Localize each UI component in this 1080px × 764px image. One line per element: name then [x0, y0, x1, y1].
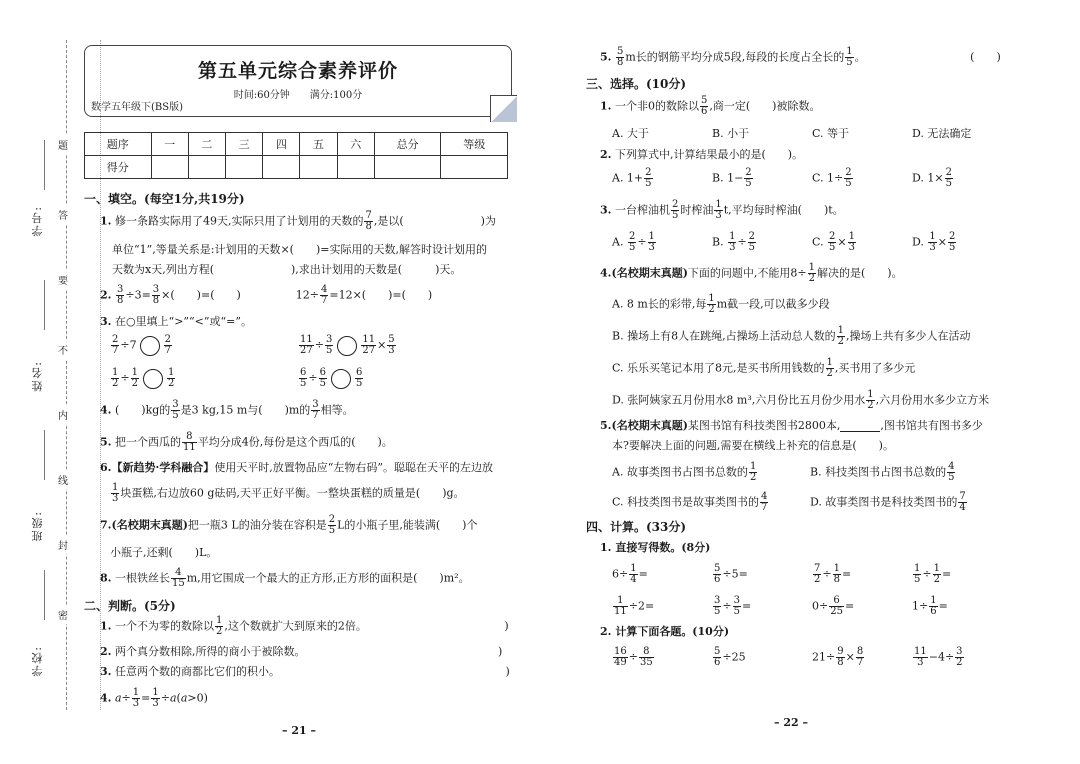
section-true-false: 二、判断。(5分) — [84, 599, 176, 613]
option[interactable]: A. 1+ $\frac{2}{5}$ — [612, 167, 652, 189]
question: 1. 一个不为零的数除以 $\frac{1}{2}$ ,这个数就扩大到原来的2倍。 ) — [100, 615, 509, 637]
score-cell: 总分 — [374, 133, 441, 156]
section-choice: 三、选择。(10分) — [586, 77, 687, 91]
question: 3. 一台榨油机 $\frac{2}{5}$ 时榨油 $\frac{1}{3}$ t,平均每时榨油( )t。 — [600, 199, 844, 221]
question: 3. 在○里填上“>”“<”或“=”。 — [100, 315, 252, 328]
question: 4. ( )kg的 $\frac{3}{5}$ 是3 kg,15 m与( )m的 $\frac{3}{7}$ 相等。 — [100, 399, 354, 421]
calc-item[interactable]: $\frac{1}{11}$ ÷2= — [614, 595, 655, 617]
seal-char: 要 — [58, 270, 68, 289]
score-cell: 等级 — [441, 133, 508, 156]
option[interactable]: D. 1× $\frac{2}{5}$ — [912, 167, 953, 189]
question: 4.(名校期末真题)下面的问题中,不能用8÷ $\frac{1}{2}$ 解决的是( )。 — [600, 262, 903, 284]
seal-char: 不 — [58, 340, 68, 359]
score-cell: 二 — [188, 133, 225, 156]
calc-item[interactable]: $\frac{7}{2}$ ÷ $\frac{1}{8}$ = — [814, 563, 852, 585]
calc-item[interactable]: $\frac{11}{3}$ −4÷ $\frac{3}{2}$ — [914, 646, 963, 668]
question-cont: 小瓶子,还剩( )L。 — [110, 546, 218, 559]
compare-circle[interactable] — [140, 336, 160, 356]
fill-line — [44, 280, 45, 330]
seal-char: 封 — [58, 535, 68, 554]
score-input[interactable] — [337, 156, 374, 179]
calc-item[interactable]: 21÷ $\frac{9}{8}$ × $\frac{8}{7}$ — [812, 646, 864, 668]
score-value-row — [85, 156, 508, 179]
option[interactable]: C. 1÷ $\frac{2}{5}$ — [812, 167, 852, 189]
option[interactable]: B. 操场上有8人在跳绳,占操场上活动总人数的 $\frac{1}{2}$ ,操场上共有多少人在活动 — [612, 325, 971, 347]
calc-item[interactable]: $\frac{1}{5}$ ÷ $\frac{1}{2}$ = — [914, 563, 952, 585]
option[interactable]: D. 张阿姨家五月份用水8 m³,六月份比五月份少用水 $\frac{1}{2}$ ,六月份用水多少立方米 — [612, 389, 990, 411]
option[interactable]: B. 1− $\frac{2}{5}$ — [712, 167, 752, 189]
question: 5.(名校期末真题)某图书馆有科技类图书2800本, ,图书馆共有图书多少 — [600, 419, 983, 432]
question: 6.【新趋势·学科融合】使用天平时,放置物品应“左物右码”。聪聪在天平的左边放 — [100, 461, 494, 474]
page-number: – 22 – — [774, 716, 808, 729]
option[interactable]: D. 故事类图书是科技类图书的 $\frac{7}{4}$ — [810, 491, 966, 513]
score-input[interactable] — [441, 156, 508, 179]
seal-char: 答 — [58, 205, 68, 224]
label-name: 姓名: — [31, 360, 44, 392]
score-input[interactable] — [151, 156, 188, 179]
question: 2. 两个真分数相除,所得的商小于被除数。 ) — [100, 645, 503, 658]
option[interactable]: A. 故事类图书占图书总数的 $\frac{1}{2}$ — [612, 461, 757, 483]
score-cell: 题序 — [85, 133, 152, 156]
calc-item[interactable]: 0÷ $\frac{6}{25}$ = — [812, 595, 855, 617]
score-table — [84, 132, 508, 179]
seal-char: 题 — [58, 135, 68, 154]
seal-char: 密 — [58, 605, 68, 624]
score-cell: 一 — [151, 133, 188, 156]
exam-title: 第五单元综合素养评价 — [197, 60, 398, 82]
question: 4. a÷ $\frac{1}{3}$ = $\frac{1}{3}$ ÷a(a>0) — [100, 687, 208, 709]
exam-header — [84, 45, 512, 117]
option[interactable]: C. $\frac{2}{5}$ × $\frac{1}{3}$ — [812, 231, 855, 253]
compare-circle[interactable] — [143, 369, 163, 389]
option[interactable]: B. 科技类图书占图书总数的 $\frac{4}{5}$ — [810, 461, 955, 483]
score-input[interactable] — [188, 156, 225, 179]
page-22 — [540, 0, 1080, 764]
compare-item: $\frac{11}{27}$ ÷ $\frac{3}{5}$ $\frac{11}{27}$ × $\frac{5}{3}$ — [300, 334, 395, 356]
calc-item[interactable]: $\frac{5}{6}$ ÷5= — [714, 563, 748, 585]
option[interactable]: C. 等于 — [812, 127, 850, 140]
seal-char: 线 — [58, 470, 68, 489]
score-input[interactable] — [300, 156, 337, 179]
question: 5. 把一个西瓜的 $\frac{8}{11}$ 平均分成4份,每份是这个西瓜的( )。 — [100, 431, 393, 453]
exam-meta: 时间:60分钟 满分:100分 — [233, 90, 363, 101]
question-cont: 本?要解决上面的问题,需要在横线上补充的信息是( )。 — [612, 439, 894, 452]
option[interactable]: C. 科技类图书是故事类图书的 $\frac{4}{7}$ — [612, 491, 768, 513]
page-number: – 21 – — [282, 724, 316, 737]
question-cont: $\frac{1}{3}$ 块蛋糕,右边放60 g砝码,天平正好平衡。一整块蛋糕的质量是( )g。 — [112, 482, 465, 504]
option[interactable]: B. 小于 — [712, 127, 750, 140]
score-cell: 三 — [225, 133, 262, 156]
score-cell: 得分 — [85, 156, 152, 179]
question: 1. 一个非0的数除以 $\frac{5}{6}$ ,商一定( )被除数。 — [600, 95, 821, 117]
seal-char: 内 — [58, 405, 68, 424]
calc-item[interactable]: 1÷ $\frac{1}{6}$ = — [912, 595, 948, 617]
question-cont: 天数为x天,列出方程( ),求出计划用的天数是( )天。 — [112, 263, 462, 276]
section-fill-blank: 一、填空。(每空1分,共19分) — [84, 192, 245, 206]
compare-item: $\frac{2}{7}$ ÷7 $\frac{2}{7}$ — [112, 334, 171, 356]
question: 3. 任意两个数的商都比它们的积小。 ) — [100, 665, 510, 678]
score-input[interactable] — [225, 156, 262, 179]
question: 1. 修一条路实际用了49天,实际只用了计划用的天数的 $\frac{7}{8}$ ,是以( )为 — [100, 210, 496, 232]
compare-item: $\frac{6}{5}$ ÷ $\frac{6}{5}$ $\frac{6}{5}$ — [300, 367, 363, 389]
exam-grade: 数学五年级下(BS版) — [91, 102, 184, 113]
option[interactable]: A. 8 m长的彩带,每 $\frac{1}{2}$ m截一段,可以截多少段 — [612, 293, 830, 315]
question: 7.(名校期末真题)把一瓶3 L的油分装在容积是 $\frac{2}{5}$ L的小瓶子里,能装满( )个 — [100, 514, 478, 536]
fill-line — [44, 570, 45, 620]
compare-circle[interactable] — [331, 369, 351, 389]
compare-item: $\frac{1}{2}$ ÷ $\frac{1}{2}$ $\frac{1}{2}$ — [112, 367, 175, 389]
question: 2. 下列算式中,计算结果最小的是( )。 — [600, 148, 804, 161]
calc-item[interactable]: $\frac{3}{5}$ ÷ $\frac{3}{5}$ = — [714, 595, 752, 617]
option[interactable]: B. $\frac{1}{3}$ ÷ $\frac{2}{5}$ — [712, 231, 756, 253]
calc-subtitle: 1. 直接写得数。(8分) — [600, 541, 711, 554]
fill-line — [44, 430, 45, 480]
score-header-row — [85, 133, 508, 156]
score-input[interactable] — [263, 156, 300, 179]
question: 2. $\frac{3}{8}$ ÷3= $\frac{3}{8}$ ×( )=( ) 12÷ $\frac{4}{7}$ =12×( )=( ) — [100, 284, 433, 306]
label-student-id: 学号: — [31, 205, 44, 237]
option[interactable]: A. 大于 — [612, 127, 649, 140]
score-cell: 五 — [300, 133, 337, 156]
score-cell: 六 — [337, 133, 374, 156]
score-cell: 四 — [263, 133, 300, 156]
compare-circle[interactable] — [337, 336, 357, 356]
option[interactable]: A. $\frac{2}{5}$ ÷ $\frac{1}{3}$ — [612, 231, 655, 253]
option[interactable]: C. 乐乐买笔记本用了8元,是买书所用钱数的 $\frac{1}{2}$ ,买书用了多少元 — [612, 357, 916, 379]
option[interactable]: D. $\frac{1}{3}$ × $\frac{2}{5}$ — [912, 231, 956, 253]
option[interactable]: D. 无法确定 — [912, 127, 972, 140]
score-input[interactable] — [374, 156, 441, 179]
page-fold-icon — [490, 95, 517, 122]
question: 8. 一根铁丝长 $\frac{4}{15}$ m,用它围成一个最大的正方形,正方形的面积是( )m²。 — [100, 567, 470, 589]
binding-margin — [30, 40, 76, 710]
section-calculation: 四、计算。(33分) — [586, 520, 687, 534]
label-class: 班级: — [31, 510, 44, 542]
calc-item[interactable]: 6÷ $\frac{1}{4}$ = — [612, 563, 648, 585]
calc-item[interactable]: $\frac{16}{49}$ ÷ $\frac{8}{35}$ — [614, 646, 653, 668]
question-cont: 单位“1”,等量关系是:计划用的天数×( )=实际用的天数,解答时设计划用的 — [112, 243, 487, 256]
question: 5. $\frac{5}{8}$ m长的钢筋平均分成5段,每段的长度占全长的 $\frac{1}{5}$ 。 ( ) — [600, 46, 1001, 68]
fill-line — [44, 140, 45, 190]
label-school: 学校: — [31, 645, 44, 677]
calc-item[interactable]: $\frac{5}{6}$ ÷25 — [714, 646, 746, 668]
calc-subtitle: 2. 计算下面各题。(10分) — [600, 625, 730, 638]
